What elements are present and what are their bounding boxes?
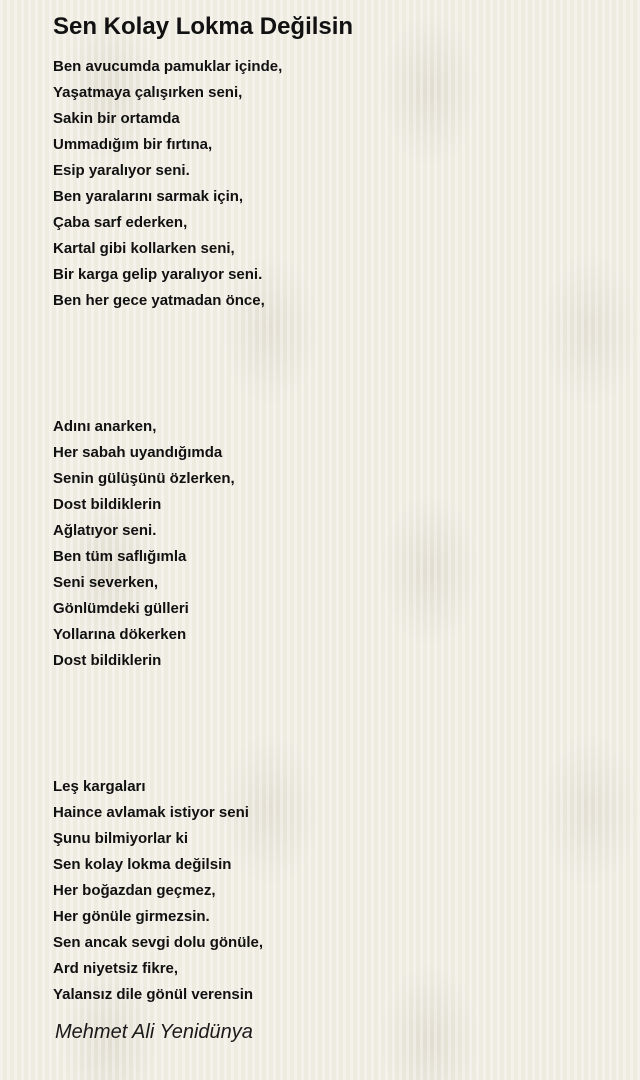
poem-line: Gönlümdeki gülleri	[53, 600, 189, 617]
poem-line: Dost bildiklerin	[53, 652, 162, 669]
poem-card	[53, 11, 613, 1008]
poem-line: Esip yaralıyor seni.	[53, 162, 190, 179]
poem-body	[53, 54, 613, 1008]
stanza-2	[53, 414, 613, 674]
poem-line: Her boğazdan geçmez,	[53, 882, 216, 899]
poem-line: Sakin bir ortamda	[53, 110, 180, 127]
poem-line: Sen ancak sevgi dolu gönüle,	[53, 934, 264, 951]
poem-line: Her sabah uyandığımda	[53, 444, 223, 461]
poem-line: Ummadığım bir fırtına,	[53, 136, 213, 153]
poem-author: Mehmet Ali Yenidünya	[55, 1021, 253, 1043]
poem-line: Şunu bilmiyorlar ki	[53, 830, 189, 847]
poem-line: Ağlatıyor seni.	[53, 522, 157, 539]
poem-line: Çaba sarf ederken,	[53, 214, 188, 231]
poem-line: Bir karga gelip yaralıyor seni.	[53, 266, 263, 283]
poem-line: Ben avucumda pamuklar içinde,	[53, 58, 283, 75]
poem-line: Her gönüle girmezsin.	[53, 908, 210, 925]
poem-line: Yollarına dökerken	[53, 626, 187, 643]
poem-line: Ben tüm saflığımla	[53, 548, 187, 565]
stanza-1	[53, 54, 613, 314]
poem-line: Ben yaralarını sarmak için,	[53, 188, 244, 205]
poem-line: Kartal gibi kollarken seni,	[53, 240, 235, 257]
poem-line: Yaşatmaya çalışırken seni,	[53, 84, 243, 101]
poem-line: Seni severken,	[53, 574, 159, 591]
poem-line: Haince avlamak istiyor seni	[53, 804, 249, 821]
poem-line: Sen kolay lokma değilsin	[53, 856, 232, 873]
poem-line: Dost bildiklerin	[53, 496, 162, 513]
poem-title: Sen Kolay Lokma Değilsin	[53, 13, 354, 40]
poem-line: Adını anarken,	[53, 418, 157, 435]
poem-line: Leş kargaları	[53, 778, 146, 795]
poem-line: Senin gülüşünü özlerken,	[53, 470, 235, 487]
poem-line: Yalansız dile gönül verensin	[53, 986, 254, 1003]
poem-line: Ben her gece yatmadan önce,	[53, 292, 265, 309]
stanza-3	[53, 774, 613, 1008]
poem-line: Ard niyetsiz fikre,	[53, 960, 179, 977]
